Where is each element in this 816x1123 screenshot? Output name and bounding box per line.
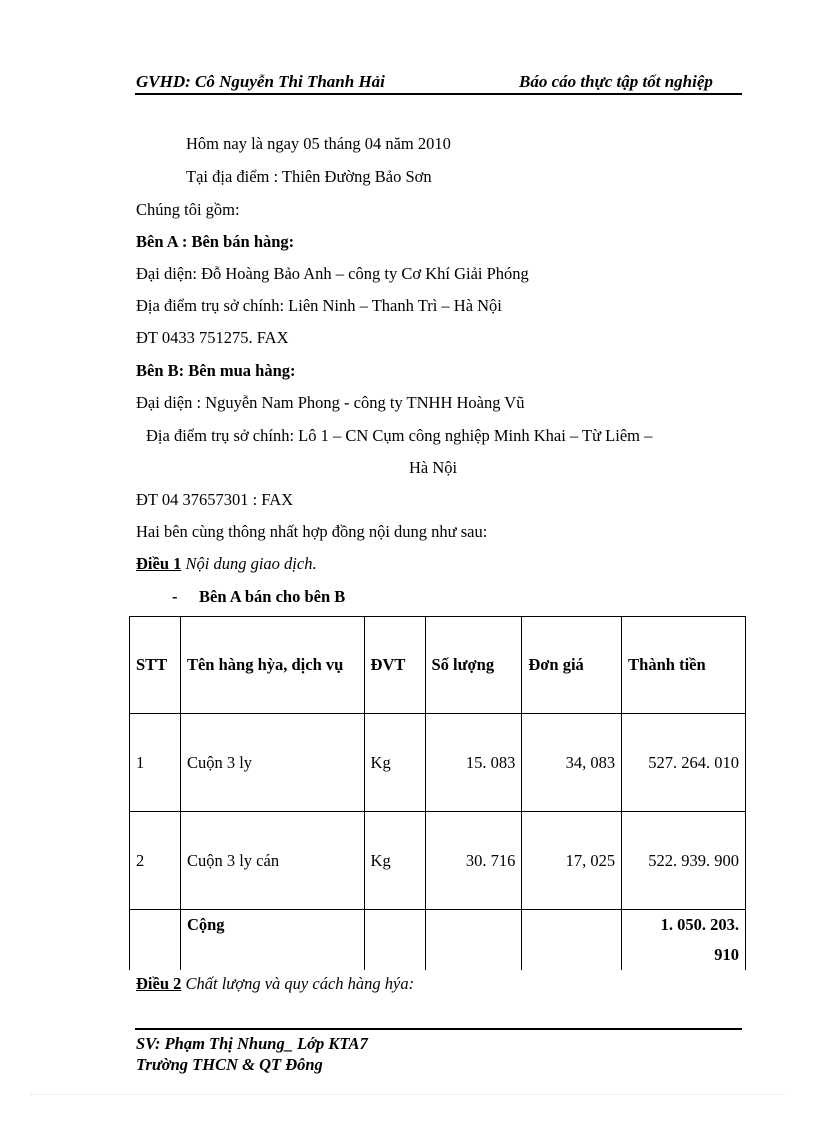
header-left: GVHD: Cô Nguyễn Thi Thanh Hải [136, 72, 385, 91]
party-b-addr-1: Địa điểm trụ sở chính: Lô 1 – CN Cụm công nghiệp Minh Khai – Từ Liêm – [146, 426, 653, 445]
header-rule [135, 93, 742, 95]
cell-stt: 2 [130, 812, 181, 910]
cell-name: Cuộn 3 ly [180, 714, 364, 812]
header-amount: Thành tiền [622, 617, 746, 714]
table-row [130, 812, 746, 910]
footer-line-2: Trường THCN & QT Đông [136, 1055, 323, 1074]
cell-unit-price: 34, 083 [522, 714, 622, 812]
cell-unit: Kg [364, 714, 425, 812]
cell-quantity: 15. 083 [425, 714, 522, 812]
header-stt: STT [130, 617, 181, 714]
table-header-row [130, 617, 746, 714]
agreement-line: Hai bên cùng thông nhất hợp đồng nội dung như sau: [136, 522, 488, 541]
total-value-2: 910 [714, 945, 739, 964]
party-b-title: Bên B: Bên mua hàng: [136, 361, 296, 380]
total-blank [364, 910, 425, 971]
cell-quantity: 30. 716 [425, 812, 522, 910]
we-include: Chúng tôi gồm: [136, 200, 240, 219]
article-1-text: Nội dung giao dịch. [181, 554, 317, 573]
table-total-row [130, 910, 746, 971]
party-a-rep: Đại diện: Đỗ Hoàng Bảo Anh – công ty Cơ Khí Giải Phóng [136, 264, 529, 283]
bullet-text: Bên A bán cho bên B [199, 587, 346, 606]
cell-unit: Kg [364, 812, 425, 910]
header-quantity: Số lượng [425, 617, 522, 714]
article-1-label: Điều 1 [136, 554, 182, 573]
article-2-label: Điều 2 [136, 974, 182, 993]
party-b-rep: Đại diện : Nguyễn Nam Phong - công ty TNHH Hoàng Vũ [136, 393, 525, 412]
goods-table [129, 616, 746, 970]
total-blank [425, 910, 522, 971]
header-name: Tên hàng hỳa, dịch vụ [180, 617, 364, 714]
cell-name: Cuộn 3 ly cán [180, 812, 364, 910]
date-line: Hôm nay là ngay 05 tháng 04 năm 2010 [186, 134, 451, 153]
party-a-title: Bên A : Bên bán hàng: [136, 232, 295, 251]
article-1 [136, 554, 317, 574]
header-unit: ĐVT [364, 617, 425, 714]
party-a-phone: ĐT 0433 751275. FAX [136, 328, 289, 347]
total-blank [522, 910, 622, 971]
table-row [130, 714, 746, 812]
page-edge-divider [30, 1094, 786, 1095]
footer-line-1: SV: Phạm Thị Nhung_ Lớp KTA7 [136, 1034, 368, 1053]
party-b-addr-2: Hà Nội [409, 458, 458, 477]
party-a-addr: Địa điểm trụ sở chính: Liên Ninh – Thanh Trì – Hà Nội [136, 296, 502, 315]
cell-amount: 527. 264. 010 [622, 714, 746, 812]
article-2-text: Chất lượng và quy cách hàng hýa: [181, 974, 415, 993]
header-right: Báo cáo thực tập tốt nghiệp [519, 72, 713, 91]
article-2 [136, 974, 414, 994]
footer-rule [135, 1028, 742, 1030]
cell-unit-price: 17, 025 [522, 812, 622, 910]
header-unit-price: Đơn giá [522, 617, 622, 714]
cell-stt: 1 [130, 714, 181, 812]
total-value [622, 910, 746, 971]
cell-amount: 522. 939. 900 [622, 812, 746, 910]
place-line: Tại địa điểm : Thiên Đường Bảo Sơn [186, 167, 432, 186]
bullet-dash: - [172, 587, 178, 606]
total-value-1: 1. 050. 203. [660, 915, 739, 934]
total-label: Cộng [180, 910, 364, 971]
total-blank [130, 910, 181, 971]
party-b-phone: ĐT 04 37657301 : FAX [136, 490, 294, 509]
